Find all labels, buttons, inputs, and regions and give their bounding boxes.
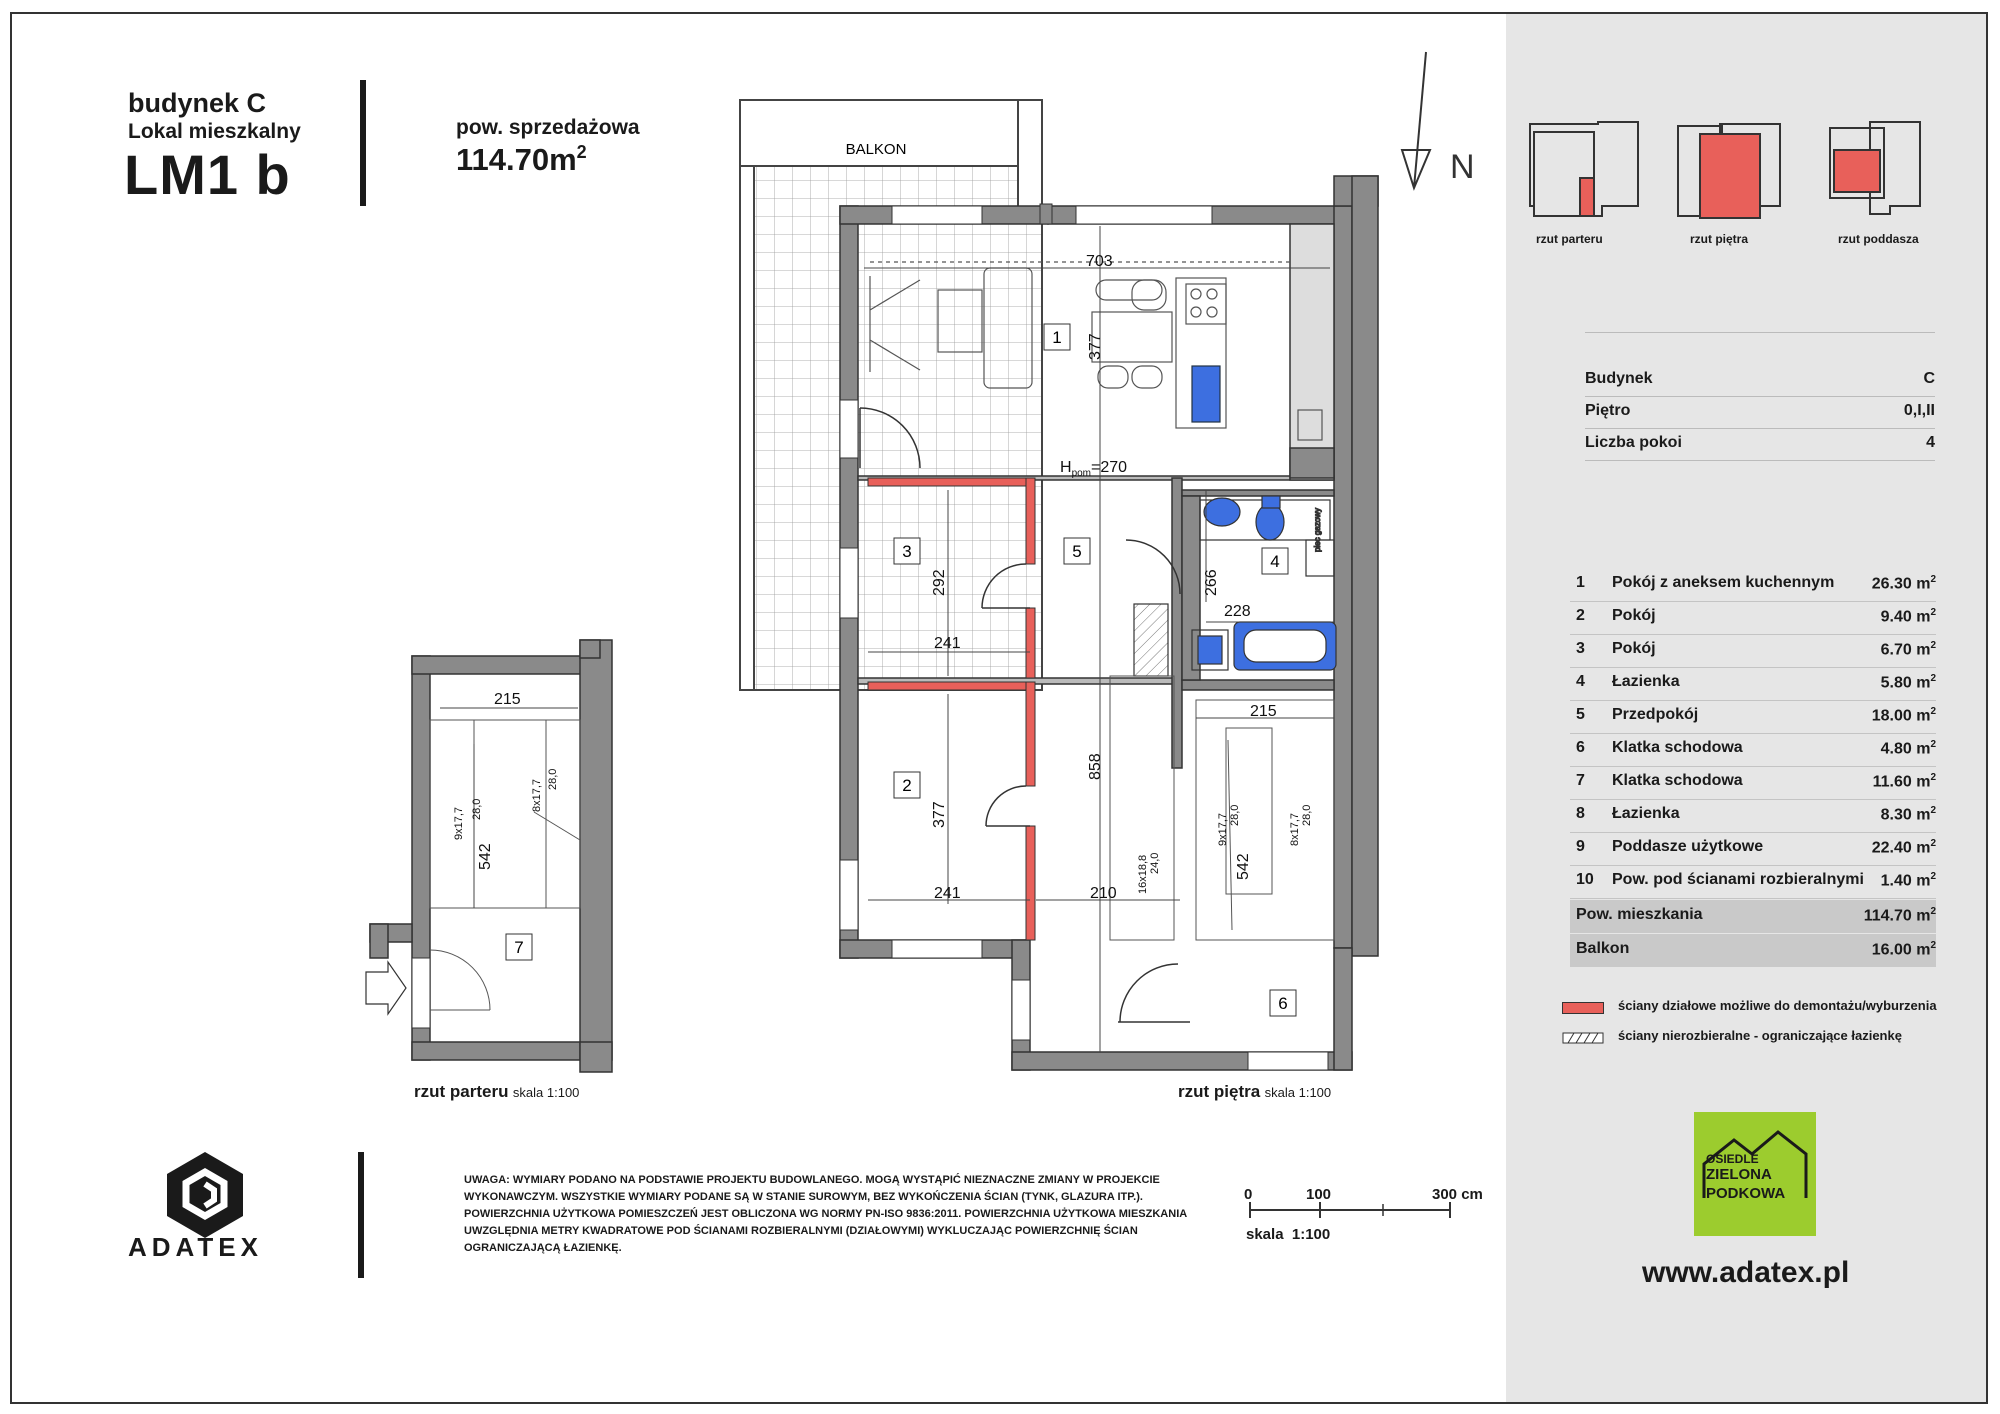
stair-8x17b: 8x17,7 — [1289, 812, 1301, 846]
dim-228: 228 — [1224, 603, 1251, 620]
thumb-floor-label: rzut piętra — [1690, 232, 1749, 246]
legend-fixed: ściany nierozbieralne - ograniczające łazienkę — [1618, 1028, 1902, 1043]
room-number-1: 1 — [1052, 328, 1062, 347]
dim-377a: 377 — [1087, 333, 1104, 360]
legend-demolishable: ściany działowe możliwe do demontażu/wyburzenia — [1618, 998, 1937, 1013]
unit-code: LM1 b — [124, 143, 291, 206]
stove-label: piec gazowy — [1313, 507, 1322, 552]
stair-9x17b: 9x17,7 — [1217, 812, 1229, 846]
stair-28c: 28,0 — [1301, 804, 1313, 826]
stair-9x17a: 9x17,7 — [453, 806, 465, 840]
stair-24: 24,0 — [1149, 852, 1161, 874]
room-number-7: 7 — [514, 938, 524, 957]
room-row: 1 Pokój z aneksem kuchennym 26.30 $m^2$ — [1570, 568, 1936, 602]
area-value: $114.70m^2$ — [456, 142, 587, 177]
info-row-rooms: Liczba pokoi 4 — [1585, 428, 1935, 461]
room-row: 10 Pow. pod ścianami rozbieralnymi 1.40 $m^2$ — [1570, 865, 1936, 899]
unit-type-label: Lokal mieszkalny — [128, 120, 301, 143]
info-row-building: Budynek C — [1585, 364, 1935, 397]
legend-swatch-demolishable — [1562, 1002, 1604, 1014]
scale-tick-0: 0 — [1244, 1186, 1253, 1203]
area-label: pow. sprzedażowa — [456, 116, 640, 139]
dim-241a: 241 — [934, 635, 961, 652]
bathroom-fixtures — [1134, 496, 1336, 676]
dim-215b: 215 — [1250, 703, 1277, 720]
dim-858: 858 — [1087, 753, 1104, 780]
dim-266: 266 — [1203, 569, 1220, 596]
room-row: 7 Klatka schodowa 11.60 $m^2$ — [1570, 766, 1936, 800]
room-number-6: 6 — [1278, 994, 1288, 1013]
building-label: budynek C — [128, 88, 267, 118]
adatex-brand: ADATEX — [128, 1232, 263, 1262]
info-row-floor: Piętro 0,I,II — [1585, 396, 1935, 429]
room-row: 3 Pokój 6.70 $m^2$ — [1570, 634, 1936, 668]
stair-8x17a: 8x17,7 — [531, 778, 543, 812]
dim-215a: 215 — [494, 691, 521, 708]
disclaimer-note: UWAGA: WYMIARY PODANO NA PODSTAWIE PROJEKTU BUDOWLANEGO. MOGĄ WYSTĄPIĆ NIEZNACZNE ZMIANY W PROJEKCIE WYKONAWCZYM. WSZYSTKIE WYMIARY PODANE SĄ W STANIE SUROWYM, BEZ WYKOŃCZENIA ŚCIAN (TYNK, GLAZURA ITP.). POWIERZCHNIA UŻYTKOWA POMIESZCZEŃ JEST OBLICZONA WG NORMY PN-ISO 9836:2011. POWIERZCHNIA UŻYTKOWA MIESZKANIA UWZGLĘDNIA METRY KWADRATOWE POD ŚCIANAMI ROZBIERALNYMI (DZIAŁOWYMI) WYKLUCZAJĄC POWIERZCHNIĘ ŚCIAN OGRANICZAJĄCĄ ŁAZIENKĘ. — [464, 1174, 1187, 1254]
room-row: 4 Łazienka 5.80 $m^2$ — [1570, 667, 1936, 701]
dim-292: 292 — [931, 569, 948, 596]
dim-703: 703 — [1086, 253, 1113, 270]
thumb-attic-label: rzut poddasza — [1838, 232, 1919, 246]
caption-ground: rzut parteru skala 1:100 — [414, 1082, 580, 1101]
info-divider — [1585, 332, 1935, 333]
dim-210: 210 — [1090, 885, 1117, 902]
stair-28b: 28,0 — [1229, 804, 1241, 826]
floor-thumbnails — [1520, 110, 1980, 240]
estate-logo-text: OSIEDLE ZIELONA PODKOWA — [1706, 1152, 1786, 1202]
caption-floor: rzut piętra skala 1:100 — [1178, 1082, 1332, 1101]
room-number-3: 3 — [902, 542, 912, 561]
summary-row-apartment: Pow. mieszkania 114.70 $m^2$ — [1570, 900, 1936, 934]
room-row: 9 Poddasze użytkowe 22.40 $m^2$ — [1570, 832, 1936, 866]
scale-tick-100: 100 — [1306, 1186, 1332, 1203]
footer-divider — [358, 1152, 364, 1278]
room-row: 5 Przedpokój 18.00 $m^2$ — [1570, 700, 1936, 734]
thumb-ground-label: rzut parteru — [1536, 232, 1603, 246]
scale-tick-300: 300 cm — [1432, 1186, 1483, 1203]
stair-28a: 28,0 — [471, 798, 483, 820]
ground-floor-plan — [366, 640, 612, 1072]
entrance-arrow-icon — [366, 962, 406, 1014]
dim-377b: 377 — [931, 801, 948, 828]
stair-16x18: 16x18,8 — [1137, 854, 1149, 894]
summary-row-balcony: Balkon 16.00 $m^2$ — [1570, 934, 1936, 968]
legend-swatch-fixed — [1562, 1032, 1604, 1044]
dim-hpom: $H_{pom}=270$ — [1060, 459, 1128, 479]
dim-542a: 542 — [477, 843, 494, 870]
balcony-label: BALKON — [845, 141, 907, 158]
room-row: 6 Klatka schodowa 4.80 $m^2$ — [1570, 733, 1936, 767]
website-link[interactable]: www.adatex.pl — [1642, 1256, 1850, 1289]
room-number-5: 5 — [1072, 542, 1082, 561]
dim-542b: 542 — [1235, 853, 1252, 880]
room-row: 2 Pokój 9.40 $m^2$ — [1570, 601, 1936, 635]
scale-label: skala 1:100 — [1246, 1226, 1331, 1243]
room-number-2: 2 — [902, 776, 912, 795]
north-arrow — [1402, 52, 1475, 188]
room-number-4: 4 — [1270, 552, 1280, 571]
dim-241b: 241 — [934, 885, 961, 902]
stair-28d: 28,0 — [547, 768, 559, 790]
north-label: N — [1450, 148, 1475, 186]
room-row: 8 Łazienka 8.30 $m^2$ — [1570, 799, 1936, 833]
adatex-logo-icon — [160, 1150, 250, 1240]
